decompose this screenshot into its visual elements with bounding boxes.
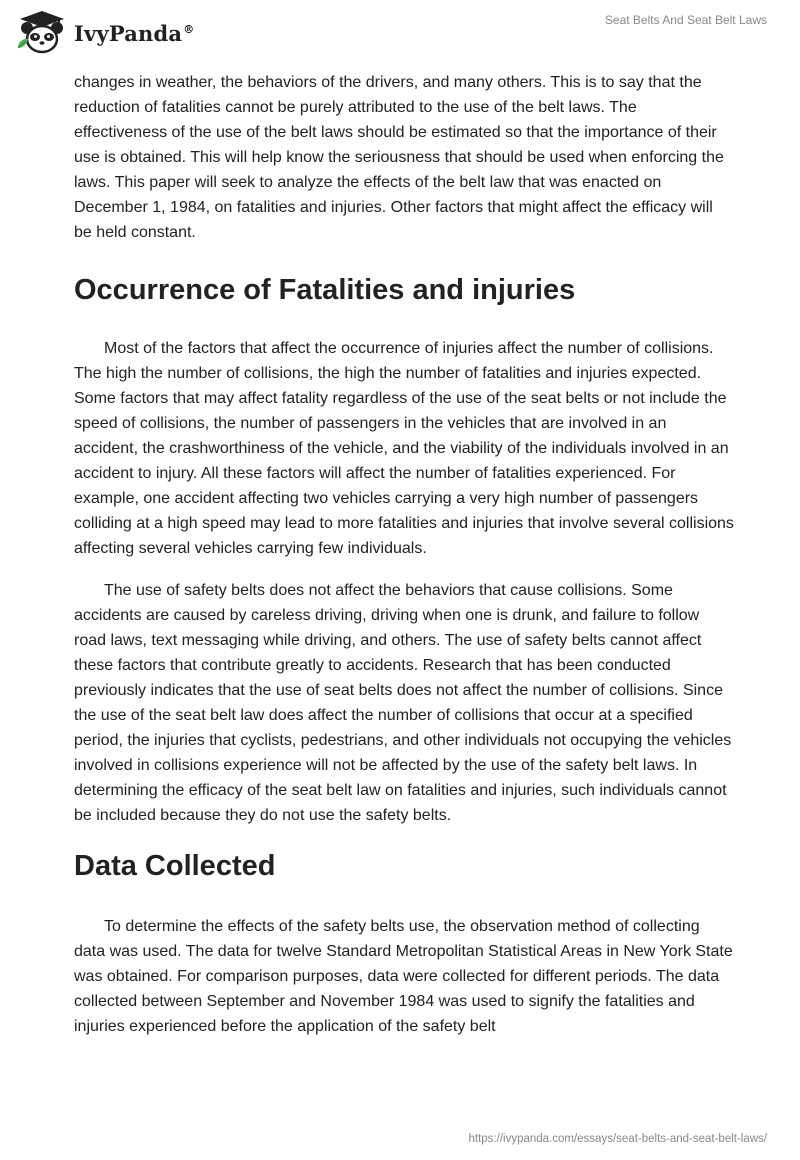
page-header [0,0,800,70]
brand-text: IvyPanda [74,20,183,46]
section-heading-fatalities: Occurrence of Fatalities and injuries [74,274,576,306]
essay-content [74,70,734,1039]
panda-logo-icon [14,8,70,56]
source-url[interactable]: https://ivypanda.com/essays/seat-belts-and-seat-belt-laws/ [468,1133,767,1145]
ivypanda-logo[interactable] [14,8,194,56]
section-heading-data-collected: Data Collected [74,850,276,882]
registered-mark: ® [183,22,195,36]
document-title: Seat Belts And Seat Belt Laws [604,13,767,27]
body-paragraph: The use of safety belts does not affect the behaviors that cause collisions. Some accidents are caused by careless driving, driving when one is drunk, and failure to follow road laws, text messaging while driving, and others. The use of safety belts cannot affect these factors that contribute greatly to accidents. Research that has been conducted previously indicates that the use of seat belts does not affect the number of collisions. Since the use of the seat belt law does affect the number of collisions that occur at a specified period, the injuries that cyclists, pedestrians, and other individuals not occupying the vehicles involved in collisions experience will not be affected by the use of the safety belt laws. In determining the efficacy of the seat belt law on fatalities and injuries, such individuals cannot be included because they do not use the safety belts. [74,582,732,824]
body-paragraph: To determine the effects of the safety belts use, the observation method of collecting data was used. The data for twelve Standard Metropolitan Statistical Areas in New York State was obtained. For comparison purposes, data were collected for different periods. The data collected between September and November 1984 was used to signify the fatalities and injuries experienced before the application of the safety belt [74,918,733,1035]
brand-name [74,21,194,46]
intro-paragraph: changes in weather, the behaviors of the drivers, and many others. This is to say that the reduction of fatalities cannot be purely attributed to the use of the belt laws. The effectiveness of the use of the belt laws should be estimated so that the importance of their use is obtained. This will help know the seriousness that should be used when enforcing the laws. This paper will seek to analyze the effects of the belt law that was enacted on December 1, 1984, on fatalities and injuries. Other factors that might affect the efficacy will be held constant. [74,74,724,241]
body-paragraph: Most of the factors that affect the occurrence of injuries affect the number of collisions. The high the number of collisions, the high the number of fatalities and injuries expected. Some factors that may affect fatality regardless of the use of the seat belts or not include the speed of collisions, the number of passengers in the vehicles that are involved in an accident, the crashworthiness of the vehicle, and the viability of the individuals involved in an accident to injury. All these factors will affect the number of fatalities experienced. For example, one accident affecting two vehicles carrying a very high number of passengers colliding at a high speed may lead to more fatalities and injuries that involve several collisions affecting several vehicles carrying few individuals. [74,340,734,557]
